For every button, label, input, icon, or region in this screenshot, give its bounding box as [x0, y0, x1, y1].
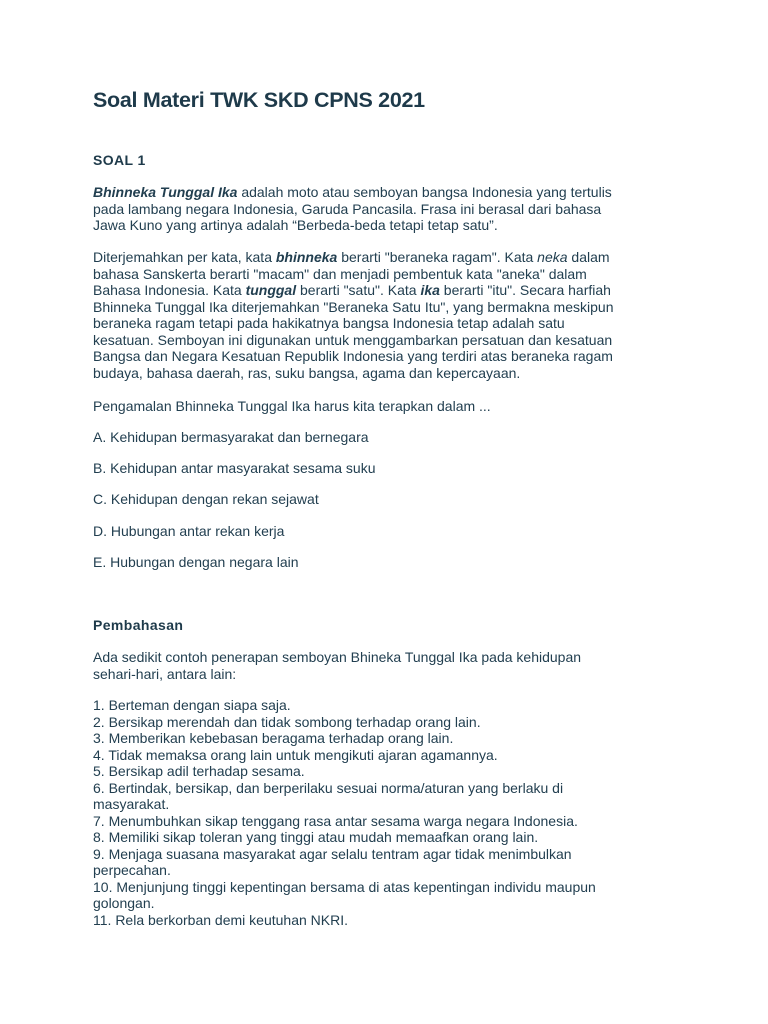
- list-item: 1. Berteman dengan siapa saja.: [93, 697, 291, 713]
- intro-paragraph: [93, 184, 683, 234]
- term-neka: neka: [537, 249, 568, 265]
- translation-text: berarti "itu". Secara harfiah: [439, 282, 611, 298]
- option-e: E. Hubungan dengan negara lain: [93, 554, 299, 570]
- list-item: perpecahan.: [93, 862, 171, 878]
- intro-line1-text: adalah moto atau semboyan bangsa Indonesia yang tertulis: [237, 184, 612, 200]
- translation-text: Bahasa Indonesia. Kata: [93, 282, 246, 298]
- translation-text: berarti "beraneka ragam". Kata: [337, 249, 538, 265]
- translation-line: bahasa Sanskerta berarti "macam" dan menjadi pembentuk kata "aneka" dalam: [93, 265, 587, 282]
- pembahasan-intro-line: sehari-hari, antara lain:: [93, 665, 237, 682]
- term-bhinneka-tunggal-ika: Bhinneka Tunggal Ika: [93, 184, 238, 200]
- list-item: 6. Bertindak, bersikap, dan berperilaku sesuai norma/aturan yang berlaku di: [93, 779, 564, 796]
- translation-text: berarti "satu". Kata: [296, 282, 421, 298]
- translation-paragraph: [93, 249, 683, 381]
- option-b: B. Kehidupan antar masyarakat sesama suku: [93, 460, 376, 476]
- translation-text: Diterjemahkan per kata, kata: [93, 249, 276, 265]
- examples-list: [93, 697, 683, 928]
- soal-heading: SOAL 1: [93, 152, 146, 168]
- list-item: 2. Bersikap merendah dan tidak sombong terhadap orang lain.: [93, 713, 481, 730]
- option-a: A. Kehidupan bermasyarakat dan bernegara: [93, 429, 369, 445]
- translation-text: dalam: [567, 249, 610, 265]
- page-title: Soal Materi TWK SKD CPNS 2021: [93, 88, 425, 112]
- list-item: 5. Bersikap adil terhadap sesama.: [93, 763, 305, 779]
- translation-line: Bangsa dan Negara Kesatuan Republik Indonesia yang terdiri atas beraneka ragam: [93, 348, 613, 364]
- translation-line: beraneka ragam tetapi pada hakikatnya bangsa Indonesia tetap adalah satu: [93, 315, 565, 331]
- intro-line: pada lambang negara Indonesia, Garuda Pancasila. Frasa ini berasal dari bahasa: [93, 200, 602, 217]
- option-c: C. Kehidupan dengan rekan sejawat: [93, 491, 319, 507]
- list-item: 3. Memberikan kebebasan beragama terhadap orang lain.: [93, 730, 454, 746]
- intro-line: Jawa Kuno yang artinya adalah “Berbeda-beda tetapi tetap satu”.: [93, 217, 498, 233]
- pembahasan-heading: Pembahasan: [93, 617, 184, 633]
- translation-line: kesatuan. Semboyan ini digunakan untuk menggambarkan persatuan dan kesatuan: [93, 331, 613, 348]
- translation-line: Bhinneka Tunggal Ika diterjemahkan "Beraneka Satu Itu", yang bermakna meskipun: [93, 298, 614, 315]
- term-ika: ika: [420, 282, 440, 298]
- pembahasan-intro-line: Ada sedikit contoh penerapan semboyan Bhineka Tunggal Ika pada kehidupan: [93, 649, 582, 665]
- list-item: 4. Tidak memaksa orang lain untuk mengikuti ajaran agamannya.: [93, 746, 498, 763]
- term-tunggal: tunggal: [245, 282, 297, 298]
- pembahasan-intro: [93, 649, 683, 682]
- translation-line: [93, 249, 683, 266]
- intro-line: [93, 184, 683, 201]
- list-item: 9. Menjaga suasana masyarakat agar selalu tentram agar tidak menimbulkan: [93, 845, 572, 862]
- list-item: masyarakat.: [93, 796, 170, 812]
- list-item: 11. Rela berkorban demi keutuhan NKRI.: [93, 911, 348, 928]
- list-item: golongan.: [93, 895, 155, 911]
- term-bhinneka: bhinneka: [275, 249, 338, 265]
- question-text: Pengamalan Bhinneka Tunggal Ika harus kita terapkan dalam ...: [93, 398, 491, 414]
- list-item: 8. Memiliki sikap toleran yang tinggi atau mudah memaafkan orang lain.: [93, 829, 539, 845]
- option-d: D. Hubungan antar rekan kerja: [93, 523, 285, 539]
- translation-line: budaya, bahasa daerah, ras, suku bangsa, agama dan kepercayaan.: [93, 364, 521, 381]
- list-item: 10. Menjunjung tinggi kepentingan bersama di atas kepentingan individu maupun: [93, 878, 596, 895]
- translation-line: [93, 282, 683, 299]
- list-item: 7. Menumbuhkan sikap tenggang rasa antar sesama warga negara Indonesia.: [93, 812, 578, 829]
